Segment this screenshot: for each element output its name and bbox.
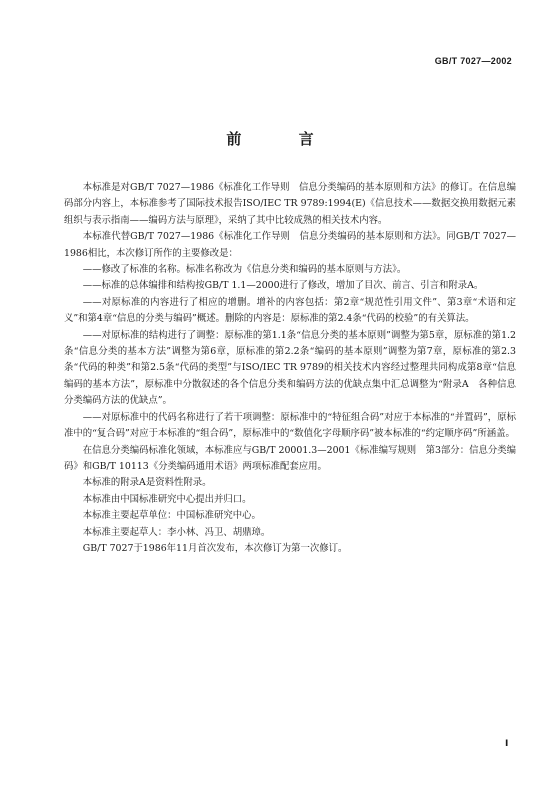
paragraph-change-structure: ——标准的总体编排和结构按GB/T 1.1—2000进行了修改，增加了目次、前言、引言和附录A。 — [82, 280, 484, 292]
paragraph-change-code-names: ——对原标准中的代码名称进行了若干项调整：原标准中的“特征组合码”对应于本标准的“并置码”，原标准中的“复合码”对应于本标准的“组合码”，原标准中的“数值化字母顺序码”被本标准的“约定顺序码”所涵盖。 — [64, 411, 516, 440]
page-title: 前 言 — [226, 130, 340, 148]
page-number: Ⅰ — [505, 738, 509, 748]
paragraph-revision-intro: 本标准是对GB/T 7027—1986《标准化工作导则 信息分类编码的基本原则和方法》的修订。在信息编码部分内容上，本标准参考了国际技术报告ISO/IEC TR 9789:1994(E)《信息技术——数据交换用数据元素组织与表示指南——编码方法与原理》，采纳了其中比较成熟的相关技术内容。 — [64, 182, 516, 226]
paragraph-change-name: ——修改了标准的名称。标准名称改为《信息分类和编码的基本原则与方法》。 — [82, 264, 407, 276]
foreword-body — [64, 180, 516, 557]
paragraph-drafters: 本标准主要起草人：李小林、冯卫、胡鼎璋。 — [82, 526, 271, 538]
paragraph-history: GB/T 7027于1986年11月首次发布，本次修订为第一次修订。 — [82, 542, 348, 554]
paragraph-change-arrangement: ——对原标准的结构进行了调整：原标准的第1.1条“信息分类的基本原则”调整为第5章，原标准的第1.2条“信息分类的基本方法”调整为第6章，原标准的第2.2条“编码的基本原则”调整为第7章，原标准的第2.3条“代码的种类”和第2.5条“代码的类型”与ISO/IEC TR 9789的相关技术内容经过整理共同构成第8章“信息编码的基本方法”，原标准中分散叙述的各个信息分类和编码方法的优缺点集中汇总调整为“附录A 各种信息分类编码方法的优缺点”。 — [64, 329, 516, 407]
paragraph-drafting-unit: 本标准主要起草单位：中国标准研究中心。 — [82, 510, 261, 522]
paragraph-appendix: 本标准的附录A是资料性附录。 — [82, 477, 212, 489]
paragraph-related-standards: 在信息分类编码标准化领域，本标准应与GB/T 20001.3—2001《标准编写规则 第3部分：信息分类编码》和GB/T 10113《分类编码通用术语》两项标准配套应用。 — [64, 444, 516, 472]
paragraph-replacement: 本标准代替GB/T 7027—1986《标准化工作导则 信息分类编码的基本原则和方法》。同GB/T 7027—1986相比，本次修订所作的主要修改是： — [64, 231, 516, 259]
paragraph-change-content: ——对原标准的内容进行了相应的增删。增补的内容包括：第2章“规范性引用文件”、第3章“术语和定义”和第4章“信息的分类与编码”概述。删除的内容是：原标准的第2.4条“代码的校验”的有关算法。 — [64, 296, 516, 325]
standard-code: GB/T 7027—2002 — [434, 56, 512, 66]
paragraph-proposer: 本标准由中国标准研究中心提出并归口。 — [82, 493, 252, 505]
